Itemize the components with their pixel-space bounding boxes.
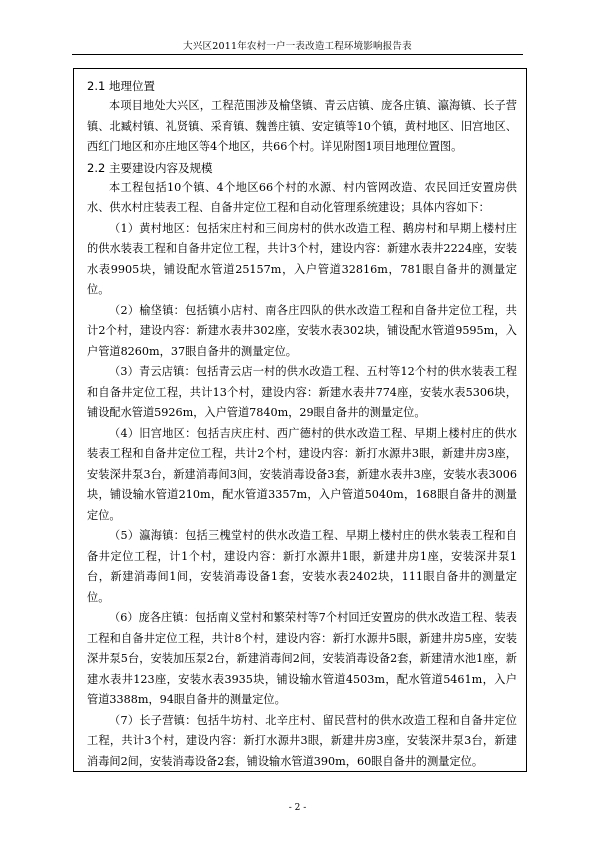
- paragraph: 本工程包括10个镇、4个地区66个村的水源、村内管网改造、农民回迁安置房供水、供水村庄装表工程、自备井定位工程和自动化管理系统建设；具体内容如下：: [87, 180, 517, 214]
- paragraph-huangcun: （1）黄村地区：包括宋庄村和三间房村的供水改造工程、鹅房村和早期上楼村庄的供水装表工程和自备井定位工程，共计3个村，建设内容：新建水表井2224座，安装水表9905块，铺设配水管道25157m，入户管道32816m，781眼自备井的测量定位。: [87, 221, 517, 296]
- header-rule: [72, 54, 523, 55]
- paragraph-jiugong: （4）旧宫地区：包括吉庆庄村、西广德村的供水改造工程、早期上楼村庄的供水装表工程和自备井定位工程，共计2个村，建设内容：新打水源井3眼，新建井房3座，安装深井泵3台，新建消毒间3间，安装消毒设备3套，新建水表井3座，安装水表3006块，铺设输水管道210m，配水管道3357m，入户管道5040m，168眼自备井的测量定位。: [87, 426, 517, 522]
- paragraph-qingyundian: （3）青云店镇：包括青云店一村的供水改造工程、五村等12个村的供水装表工程和自备井定位工程，共计13个村，建设内容：新建水表井774座，安装水表5306块，铺设配水管道5926m，入户管道7840m，29眼自备井的测量定位。: [87, 365, 517, 419]
- page-number: - 2 -: [288, 803, 307, 813]
- paragraph-panggezhuang: （6）庞各庄镇：包括南义堂村和繁荣村等7个村回迁安置房的供水改造工程、装表工程和自备井定位工程，共计8个村，建设内容：新打水源井5眼，新建井房5座，安装深井泵5台，安装加压泵2台，新建消毒间2间，安装消毒设备2套，新建清水池1座，新建水表井123座，安装水表3935块，铺设输水管道4503m，配水管道5461m，入户管道3388m，94眼自备井的测量定位。: [87, 611, 517, 706]
- section-heading-location: 2.1 地理位置: [87, 79, 155, 93]
- paragraph-yufa: （2）榆垡镇：包括镇小店村、南各庄四队的供水改造工程和自备井定位工程，共计2个村，建设内容：新建水表井302座，安装水表302块，铺设配水管道9595m，入户管道8260m，37眼自备井的测量定位。: [87, 303, 517, 358]
- paragraph: 本项目地处大兴区，工程范围涉及榆垡镇、青云店镇、庞各庄镇、瀛海镇、长子营镇、北臧村镇、礼贤镇、采育镇、魏善庄镇、安定镇等10个镇，黄村地区、旧宫地区、西红门地区和亦庄地区等4个地区，共66个村。详见附图1项目地理位置图。: [87, 99, 517, 153]
- running-header: 大兴区2011年农村一户一表改造工程环境影响报告表: [183, 41, 412, 52]
- paragraph-changziying: （7）长子营镇：包括牛坊村、北辛庄村、留民营村的供水改造工程和自备井定位工程，共计3个村，建设内容：新打水源井3眼，新建井房3座，安装深井泵3台，新建消毒间2间，安装消毒设备2套，铺设输水管道390m，60眼自备井的测量定位。: [87, 713, 517, 768]
- section-heading-construction: 2.2 主要建设内容及规模: [87, 160, 213, 175]
- document-body: [87, 76, 517, 772]
- paragraph-yinghai: （5）瀛海镇：包括三槐堂村的供水改造工程、早期上楼村庄的供水装表工程和自备井定位工程，计1个村，建设内容：新打水源井1眼，新建井房1座，安装深井泵1台，新建消毒间1间，安装消毒设备1套，安装水表2402块，111眼自备井的测量定位。: [87, 529, 517, 604]
